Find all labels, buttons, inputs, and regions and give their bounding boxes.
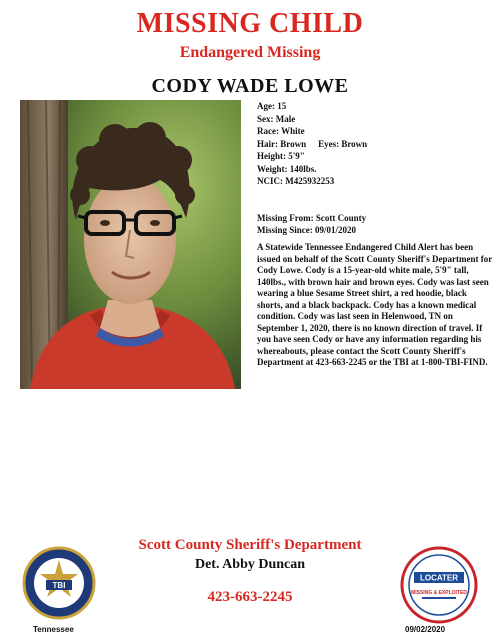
locater-sub-text: MISSING & EXPLOITED bbox=[411, 590, 467, 596]
footer-date: 09/02/2020 bbox=[405, 625, 446, 634]
detail-race: Race: White bbox=[257, 126, 305, 136]
detail-hair-eyes bbox=[257, 138, 492, 151]
footer-state: Tennessee bbox=[33, 625, 74, 634]
poster-subtitle: Endangered Missing bbox=[179, 44, 321, 61]
detail-ncic: NCIC: M425932253 bbox=[257, 176, 335, 186]
alert-description: A Statewide Tennessee Endangered Child Alert has been issued on behalf of the Scott County Sheriff's Department for Cody Lowe. Cody is a 15-year-old white male, 5'9" tall, 140lbs., with brown hair and brown eyes. Cody was last seen wearing a blue Sesame Street shirt, a red hoodie, black shorts, and a black backpack. Cody has a known medical condition. Cody was last seen in Helenwood, TN on September 1, 2020, there is no known direction of travel. If you have seen Cody or have any information regarding his whereabouts, please contact the Scott County Sheriff's Department at 423-663-2245 or the TBI at 1-800-TBI-FIND. bbox=[257, 242, 493, 367]
detail-hair: Hair: Brown bbox=[257, 138, 307, 149]
contact-phone: 423-663-2245 bbox=[207, 589, 293, 605]
child-photo bbox=[20, 100, 241, 389]
locater-text: LOCATER bbox=[419, 573, 459, 583]
locater-logo bbox=[400, 546, 478, 624]
detail-weight: Weight: 140lbs. bbox=[257, 163, 317, 174]
detail-age: Age: 15 bbox=[257, 101, 287, 111]
contact-detective: Det. Abby Duncan bbox=[194, 557, 306, 572]
child-name: CODY WADE LOWE bbox=[151, 75, 349, 97]
poster-title: MISSING CHILD bbox=[136, 8, 364, 39]
detail-sex: Sex: Male bbox=[257, 113, 296, 124]
contact-department: Scott County Sheriff's Department bbox=[138, 537, 362, 553]
detail-missing-since: Missing Since: 09/01/2020 bbox=[257, 225, 357, 235]
detail-eyes: Eyes: Brown bbox=[318, 138, 368, 149]
tbi-badge-text: TBI bbox=[52, 581, 66, 590]
detail-height: Height: 5'9" bbox=[257, 151, 305, 161]
detail-missing-from: Missing From: Scott County bbox=[257, 212, 367, 223]
child-details bbox=[257, 100, 492, 237]
